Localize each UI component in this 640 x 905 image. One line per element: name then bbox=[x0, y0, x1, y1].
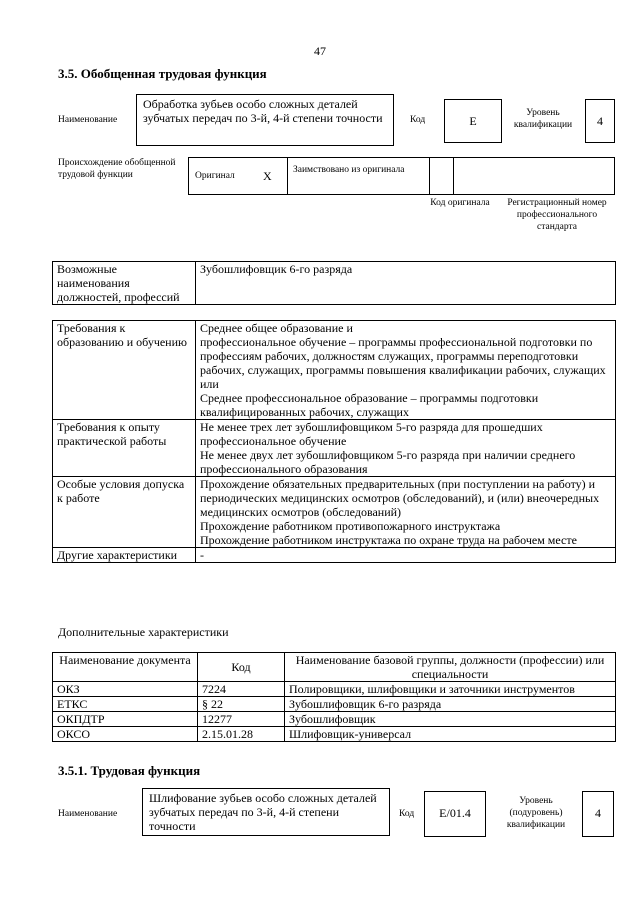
requirement-row bbox=[53, 420, 616, 477]
table-cell: Зубошлифовщик 6-го разряда bbox=[285, 697, 616, 712]
origin-code-original-label: Код оригинала bbox=[430, 198, 490, 208]
tf-level-label: Уровень (подуровень) квалификации bbox=[506, 796, 566, 830]
origin-table bbox=[188, 157, 615, 195]
table-header-row bbox=[53, 653, 616, 682]
divider bbox=[287, 158, 288, 194]
table-cell: ОКЗ bbox=[53, 682, 198, 697]
requirement-line: Среднее общее образование и bbox=[200, 321, 353, 335]
requirement-row bbox=[53, 477, 616, 548]
gtf-level-value: 4 bbox=[585, 99, 615, 143]
origin-borrowed-label: Заимствовано из оригинала bbox=[293, 165, 405, 175]
requirement-value bbox=[196, 477, 616, 548]
requirement-label: Требования к образованию и обучению bbox=[53, 321, 196, 420]
requirement-label: Другие характеристики bbox=[53, 548, 196, 563]
section-title: 3.5. Обобщенная трудовая функция bbox=[58, 66, 267, 81]
table-cell: 2.15.01.28 bbox=[198, 727, 285, 742]
gtf-name-value: Обработка зубьев особо сложных деталей зубчатых передач по 3-й, 4-й степени точности bbox=[136, 94, 394, 146]
table-cell: Зубошлифовщик bbox=[285, 712, 616, 727]
table-row bbox=[53, 682, 616, 697]
gtf-level-label: Уровень квалификации bbox=[513, 108, 573, 130]
table-cell: Шлифовщик-универсал bbox=[285, 727, 616, 742]
requirement-row bbox=[53, 548, 616, 563]
header-name: Наименование базовой группы, должности (профессии) или специальности bbox=[285, 653, 616, 682]
positions-value: Зубошлифовщик 6-го разряда bbox=[196, 262, 616, 305]
requirement-line: Среднее профессиональное образование – программы подготовки квалифицированных рабочих, служащих bbox=[200, 391, 539, 419]
tf-level-value: 4 bbox=[582, 791, 614, 837]
table-cell: Полировщики, шлифовщики и заточники инструментов bbox=[285, 682, 616, 697]
table-cell: § 22 bbox=[198, 697, 285, 712]
divider bbox=[453, 158, 454, 194]
header-code: Код bbox=[198, 653, 285, 682]
table-cell: ОКПДТР bbox=[53, 712, 198, 727]
requirement-label: Требования к опыту практической работы bbox=[53, 420, 196, 477]
requirements-table bbox=[52, 320, 616, 563]
requirement-line: Прохождение обязательных предварительных (при поступлении на работу) и периодических медицинских осмотров (обследований), и (или) внеочередных медицинских осмотров (обследований) bbox=[200, 477, 600, 519]
positions-table bbox=[52, 261, 616, 305]
requirement-value bbox=[196, 548, 616, 563]
gtf-name-label: Наименование bbox=[58, 115, 118, 125]
subsection-title: 3.5.1. Трудовая функция bbox=[58, 763, 201, 778]
additional-table bbox=[52, 652, 616, 742]
table-cell: ОКСО bbox=[53, 727, 198, 742]
divider bbox=[429, 158, 430, 194]
origin-original-mark: X bbox=[263, 169, 272, 183]
requirement-value bbox=[196, 321, 616, 420]
table-row bbox=[53, 697, 616, 712]
tf-name-value: Шлифование зубьев особо сложных деталей зубчатых передач по 3-й, 4-й степени точности bbox=[142, 788, 390, 836]
additional-title: Дополнительные характеристики bbox=[58, 625, 229, 639]
requirement-row bbox=[53, 321, 616, 420]
tf-code-label: Код bbox=[399, 809, 415, 819]
table-cell: 7224 bbox=[198, 682, 285, 697]
requirement-line: Не менее трех лет зубошлифовщиком 5-го разряда для прошедших профессиональное обучение bbox=[200, 420, 543, 448]
tf-code-value: E/01.4 bbox=[424, 791, 486, 837]
requirement-line: - bbox=[200, 548, 204, 562]
origin-original-label: Оригинал bbox=[195, 171, 235, 181]
requirement-line: Прохождение работником инструктажа по охране труда на рабочем месте bbox=[200, 533, 577, 547]
requirement-value bbox=[196, 420, 616, 477]
requirement-line: Прохождение работником противопожарного инструктажа bbox=[200, 519, 501, 533]
origin-reg-number-label: Регистрационный номер профессионального стандарта bbox=[507, 198, 607, 232]
gtf-code-value: E bbox=[444, 99, 502, 143]
positions-label: Возможные наименования должностей, профессий bbox=[53, 262, 196, 305]
requirement-label: Особые условия допуска к работе bbox=[53, 477, 196, 548]
page-number: 47 bbox=[314, 44, 326, 58]
requirement-line: или bbox=[200, 377, 219, 391]
table-cell: 12277 bbox=[198, 712, 285, 727]
origin-label: Происхождение обобщенной трудовой функции bbox=[58, 158, 176, 180]
table-cell: ЕТКС bbox=[53, 697, 198, 712]
tf-name-label: Наименование bbox=[58, 809, 118, 819]
table-row bbox=[53, 712, 616, 727]
header-doc: Наименование документа bbox=[53, 653, 198, 682]
requirement-line: Не менее двух лет зубошлифовщиком 5-го разряда при наличии среднего профессионального образования bbox=[200, 448, 576, 476]
table-row bbox=[53, 727, 616, 742]
gtf-code-label: Код bbox=[410, 115, 426, 125]
requirement-line: профессиональное обучение – программы профессиональной подготовки по профессиям рабочих, должностям служащих, программы переподготовки рабочих, служащих, программы повышения квалификации рабочих, служащих bbox=[200, 335, 606, 377]
